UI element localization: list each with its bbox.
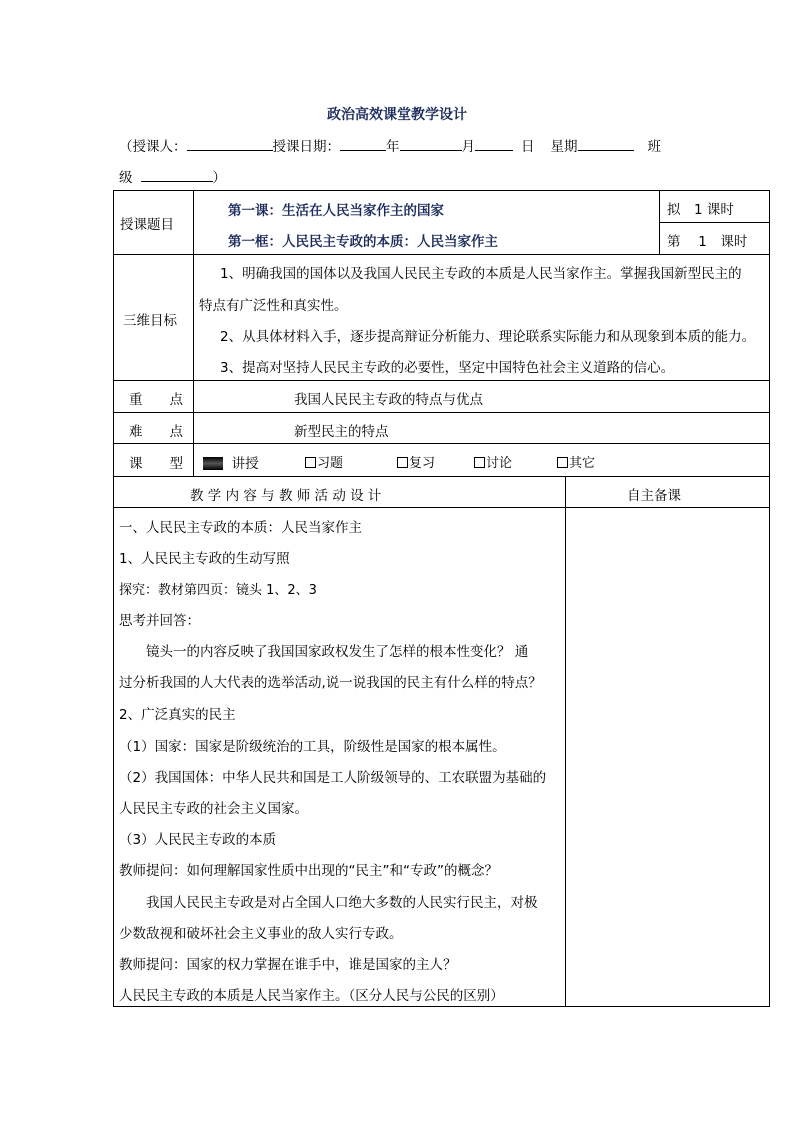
type-option-discussion[interactable]: 讨论 bbox=[474, 452, 512, 471]
class-label-1: 班 bbox=[647, 139, 661, 155]
planned-hours: 拟 1 课时 bbox=[667, 202, 734, 218]
lesson-type-label: 课 型 bbox=[129, 456, 183, 472]
checkbox-icon bbox=[557, 457, 568, 468]
key-point-label: 重 点 bbox=[129, 392, 183, 408]
lesson-title: 第一课：生活在人民当家作主的国家 bbox=[228, 203, 444, 219]
goals-label: 三维目标 bbox=[123, 313, 177, 329]
header-line-2 bbox=[119, 166, 226, 186]
content-line: 人民民主专政的社会主义国家。 bbox=[119, 801, 308, 817]
notes-header: 自主备课 bbox=[627, 488, 681, 504]
year-blank bbox=[340, 136, 386, 151]
goal-line: 1、明确我国的国体以及我国人民民主专政的本质是人民当家作主。掌握我国新型民主的 bbox=[220, 266, 742, 282]
frame-title: 第一框：人民民主专政的本质：人民当家作主 bbox=[228, 234, 498, 250]
month-label: 月 bbox=[461, 139, 475, 155]
year-label: 年 bbox=[386, 139, 400, 155]
content-line: 我国人民民主专政是对占全国人口绝大多数的人民实行民主，对极 bbox=[119, 895, 538, 911]
content-line: 教师提问：国家的权力掌握在谁手中，谁是国家的主人？ bbox=[119, 957, 457, 973]
content-line: 1、人民民主专政的生动写照 bbox=[119, 551, 290, 567]
lesson-number: 第 1 课时 bbox=[667, 234, 748, 250]
topic-label: 授课题目 bbox=[120, 217, 174, 233]
content-line: 镜头一的内容反映了我国国家政权发生了怎样的根本性变化？ 通 bbox=[119, 644, 529, 660]
day-blank bbox=[475, 136, 513, 151]
content-line: （1）国家：国家是阶级统治的工具，阶级性是国家的根本属性。 bbox=[119, 739, 506, 755]
content-line: 一、人民民主专政的本质：人民当家作主 bbox=[119, 520, 362, 536]
type-option-lecture[interactable]: 讲授 bbox=[203, 452, 259, 472]
checkbox-icon bbox=[397, 457, 408, 468]
content-line: 探究：教材第四页：镜头 1、2、3 bbox=[119, 583, 317, 598]
content-line: 人民民主专政的本质是人民当家作主。（区分人民与公民的区别） bbox=[119, 988, 504, 1004]
date-label: 授课日期： bbox=[272, 139, 340, 155]
content-line: （2）我国国体：中华人民共和国是工人阶级领导的、工农联盟为基础的 bbox=[119, 770, 547, 786]
content-line: 2、广泛真实的民主 bbox=[119, 707, 236, 723]
goal-line: 2、从具体材料入手，逐步提高辩证分析能力、理论联系实际能力和从现象到本质的能力。 bbox=[220, 329, 756, 345]
header-line-1 bbox=[119, 135, 661, 155]
goal-line: 3、提高对坚持人民民主专政的必要性，坚定中国特色社会主义道路的信心。 bbox=[220, 360, 675, 376]
class-label-2: 级 bbox=[119, 170, 133, 186]
day-label: 日 bbox=[521, 139, 535, 155]
checked-box-icon bbox=[203, 457, 223, 470]
month-blank bbox=[400, 136, 462, 151]
content-line: 教师提问：如何理解国家性质中出现的“民主”和“专政”的概念？ bbox=[119, 863, 498, 879]
difficulty-text: 新型民主的特点 bbox=[294, 424, 389, 440]
difficulty-label: 难 点 bbox=[129, 424, 183, 440]
header-open: （授课人： bbox=[119, 139, 187, 155]
type-option-review[interactable]: 复习 bbox=[397, 452, 435, 471]
content-line: 过分析我国的人大代表的选举活动,说一说我国的民主有什么样的特点？ bbox=[119, 675, 542, 691]
type-option-exercise[interactable]: 习题 bbox=[305, 452, 343, 471]
key-point-text: 我国人民民主专政的特点与优点 bbox=[294, 392, 483, 408]
checkbox-icon bbox=[305, 457, 316, 468]
content-line: （3）人民民主专政的本质 bbox=[119, 832, 277, 848]
checkbox-icon bbox=[474, 457, 485, 468]
weekday-label: 星期 bbox=[550, 139, 578, 155]
content-line: 思考并回答： bbox=[119, 613, 200, 629]
weekday-blank bbox=[578, 136, 634, 151]
header-close: ） bbox=[212, 170, 226, 186]
teacher-blank bbox=[187, 136, 273, 151]
content-line: 少数敌视和破坏社会主义事业的敌人实行专政。 bbox=[119, 926, 403, 942]
type-option-other[interactable]: 其它 bbox=[557, 452, 595, 471]
page-title: 政治高效课堂教学设计 bbox=[327, 107, 467, 123]
class-blank bbox=[141, 167, 213, 182]
design-header: 教 学 内 容 与 教 师 活 动 设 计 bbox=[190, 488, 382, 504]
goal-line: 特点有广泛性和真实性。 bbox=[199, 298, 348, 314]
